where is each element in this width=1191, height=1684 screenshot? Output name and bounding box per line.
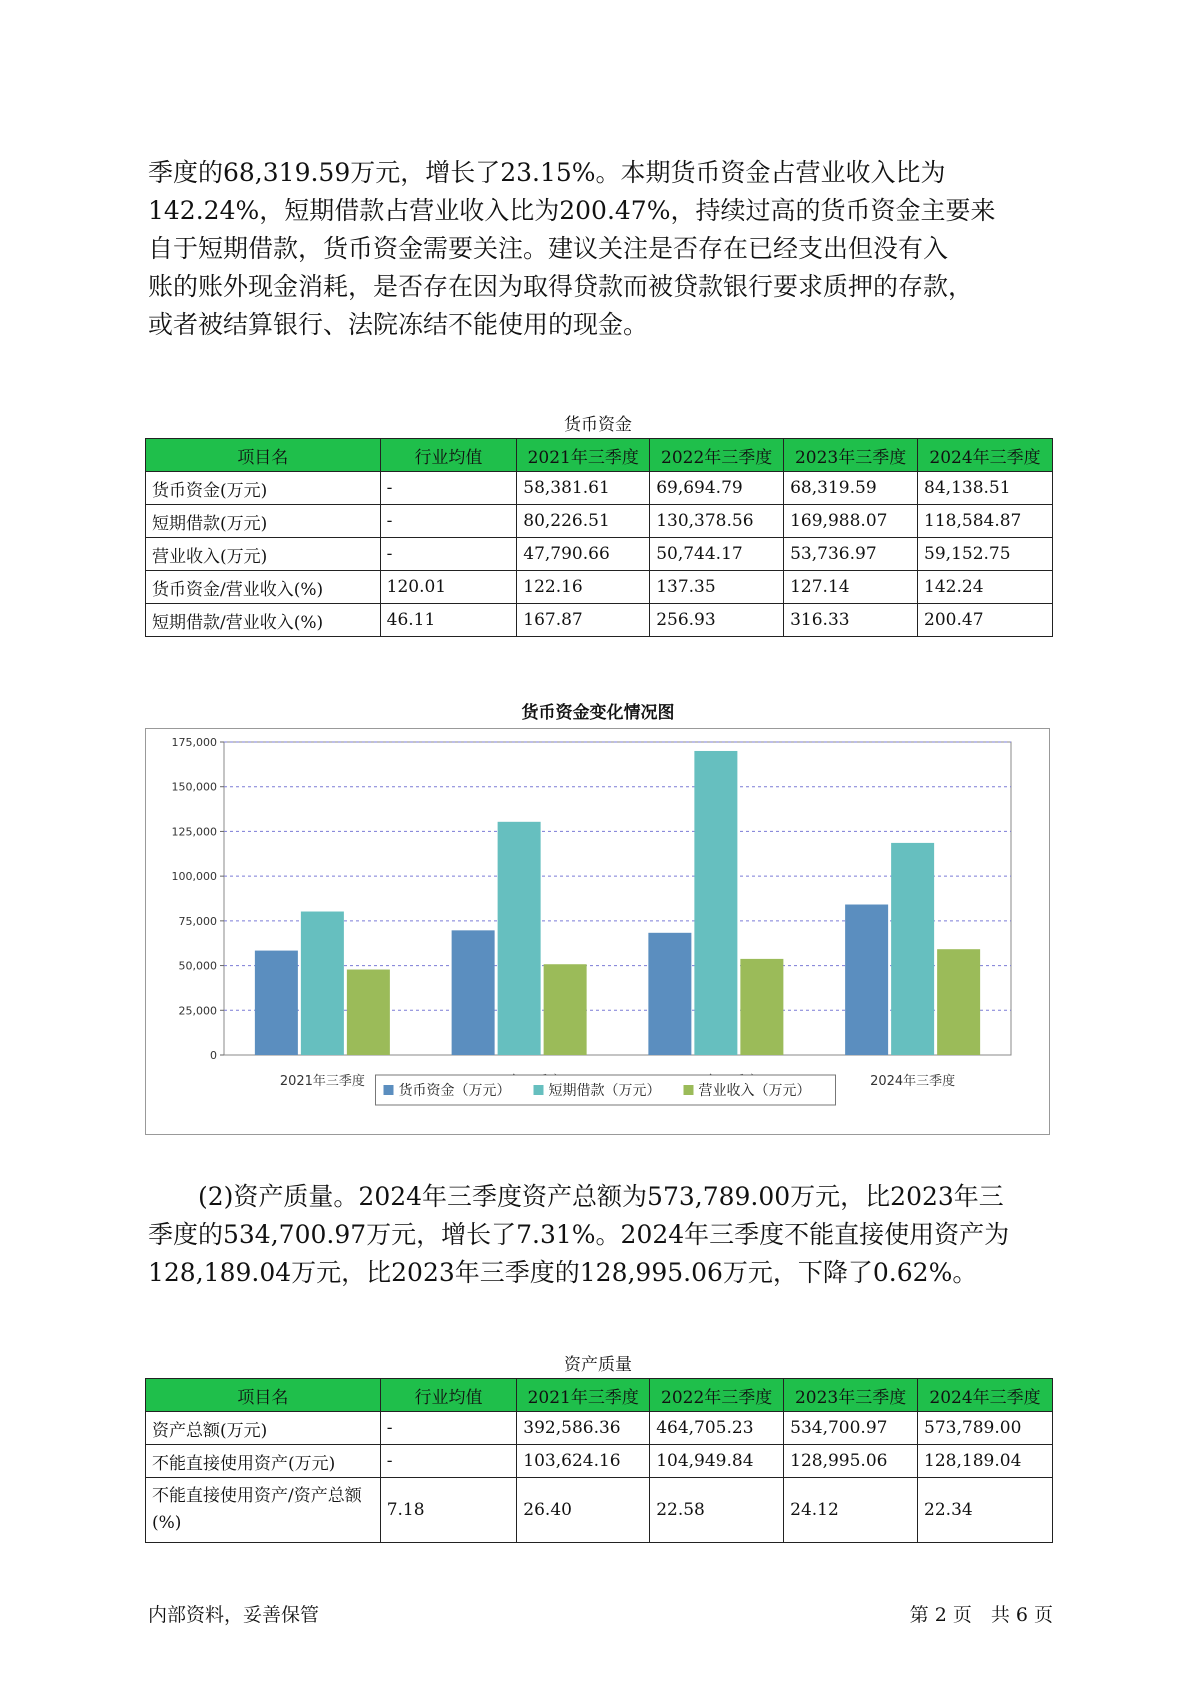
table-cell: -	[380, 1445, 517, 1478]
chart-title: 货币资金变化情况图	[521, 703, 675, 723]
bar	[740, 959, 783, 1055]
table-cell: 392,586.36	[517, 1412, 650, 1445]
footer-note: 内部资料，妥善保管	[148, 1604, 320, 1626]
table-cell: 50,744.17	[650, 538, 784, 571]
legend-label: 短期借款（万元）	[548, 1083, 661, 1099]
table-cell: 316.33	[784, 604, 918, 637]
table-header-row	[146, 439, 1053, 472]
table-row	[146, 538, 1053, 571]
header-cell: 行业均值	[380, 439, 517, 472]
table-cell: 24.12	[784, 1478, 918, 1543]
table-row	[146, 604, 1053, 637]
y-tick-label: 50,000	[178, 959, 217, 973]
table-cell: 127.14	[784, 571, 918, 604]
table-cell: 104,949.84	[650, 1445, 784, 1478]
y-tick-label: 150,000	[171, 780, 217, 794]
bar	[255, 951, 298, 1055]
asset-quality-paragraph	[148, 1178, 1048, 1292]
table-cell: 短期借款(万元)	[146, 505, 381, 538]
table-cell: 53,736.97	[784, 538, 918, 571]
bar	[301, 912, 344, 1055]
table-cell: 货币资金/营业收入(%)	[146, 571, 381, 604]
x-tick-label: 2024年三季度	[870, 1074, 956, 1089]
table-cell: 534,700.97	[784, 1412, 918, 1445]
table-cell: 47,790.66	[517, 538, 650, 571]
header-cell: 项目名	[146, 439, 381, 472]
y-tick-label: 175,000	[171, 736, 217, 749]
bar	[891, 843, 934, 1055]
table-cell: 22.58	[650, 1478, 784, 1543]
table-cell: 167.87	[517, 604, 650, 637]
legend-swatch	[684, 1085, 694, 1095]
bar	[937, 949, 980, 1055]
paragraph-line: 账的账外现金消耗，是否存在因为取得贷款而被贷款银行要求质押的存款，	[148, 272, 974, 301]
header-cell: 2022年三季度	[650, 439, 784, 472]
table-cell: 69,694.79	[650, 472, 784, 505]
legend-swatch	[384, 1085, 394, 1095]
paragraph-line: 142.24%，短期借款占营业收入比为200.47%，持续过高的货币资金主要来	[148, 196, 996, 225]
table-row	[146, 571, 1053, 604]
table-row	[146, 1478, 1053, 1543]
table-cell: 464,705.23	[650, 1412, 784, 1445]
table-cell: 130,378.56	[650, 505, 784, 538]
table-cell: 59,152.75	[918, 538, 1053, 571]
table-cell: 资产总额(万元)	[146, 1412, 381, 1445]
bar	[694, 751, 737, 1055]
table-cell: 46.11	[380, 604, 517, 637]
header-cell: 2021年三季度	[517, 1379, 650, 1412]
y-tick-label: 75,000	[178, 914, 217, 928]
paragraph-line: 128,189.04万元，比2023年三季度的128,995.06万元，下降了0.62%。	[148, 1258, 978, 1287]
asset-quality-table	[145, 1378, 1053, 1543]
cash-table	[145, 438, 1053, 637]
paragraph-line: 季度的68,319.59万元，增长了23.15%。本期货币资金占营业收入比为	[148, 158, 946, 187]
header-cell: 行业均值	[380, 1379, 517, 1412]
table-cell: -	[380, 1412, 517, 1445]
table-cell: 573,789.00	[918, 1412, 1053, 1445]
table-cell: 68,319.59	[784, 472, 918, 505]
bar	[648, 933, 691, 1055]
paragraph-line: (2)资产质量。2024年三季度资产总额为573,789.00万元，比2023年三	[198, 1182, 1004, 1211]
paragraph-line: 或者被结算银行、法院冻结不能使用的现金。	[148, 310, 649, 339]
table-cell: 不能直接使用资产/资产总额(%)	[146, 1478, 381, 1543]
bar	[544, 964, 587, 1055]
table-row	[146, 1445, 1053, 1478]
table-cell: 80,226.51	[517, 505, 650, 538]
header-cell: 2024年三季度	[918, 1379, 1053, 1412]
paragraph-line: 季度的534,700.97万元，增长了7.31%。2024年三季度不能直接使用资产为	[148, 1220, 1010, 1249]
bar	[845, 905, 888, 1055]
bar	[452, 930, 495, 1055]
intro-paragraph	[148, 154, 1048, 344]
y-tick-label: 125,000	[171, 825, 217, 839]
table-cell: 118,584.87	[918, 505, 1053, 538]
table-cell: 22.34	[918, 1478, 1053, 1543]
table-cell: 7.18	[380, 1478, 517, 1543]
header-cell: 2023年三季度	[784, 439, 918, 472]
table-cell: 货币资金(万元)	[146, 472, 381, 505]
table-caption-assets: 资产质量	[564, 1355, 632, 1375]
table-cell: 169,988.07	[784, 505, 918, 538]
x-tick-label: 2021年三季度	[279, 1074, 365, 1089]
table-cell: 58,381.61	[517, 472, 650, 505]
table-cell: 84,138.51	[918, 472, 1053, 505]
table-header-row	[146, 1379, 1053, 1412]
table-cell: 26.40	[517, 1478, 650, 1543]
legend-swatch	[534, 1085, 544, 1095]
y-tick-label: 100,000	[171, 870, 217, 884]
table-cell: 103,624.16	[517, 1445, 650, 1478]
table-caption-cash: 货币资金	[564, 415, 632, 435]
table-cell: 122.16	[517, 571, 650, 604]
table-row	[146, 505, 1053, 538]
header-cell: 2023年三季度	[784, 1379, 918, 1412]
header-cell: 2024年三季度	[918, 439, 1053, 472]
paragraph-line: 自于短期借款，货币资金需要关注。建议关注是否存在已经支出但没有入	[148, 234, 949, 263]
table-cell: -	[380, 472, 517, 505]
table-cell: 200.47	[918, 604, 1053, 637]
y-tick-label: 25,000	[178, 1004, 217, 1018]
table-cell: 不能直接使用资产(万元)	[146, 1445, 381, 1478]
table-cell: 短期借款/营业收入(%)	[146, 604, 381, 637]
table-cell: -	[380, 538, 517, 571]
table-cell: 120.01	[380, 571, 517, 604]
table-cell: 142.24	[918, 571, 1053, 604]
header-cell: 2021年三季度	[517, 439, 650, 472]
table-row	[146, 1412, 1053, 1445]
table-cell: 128,189.04	[918, 1445, 1053, 1478]
legend-label: 货币资金（万元）	[398, 1083, 511, 1099]
header-cell: 项目名	[146, 1379, 381, 1412]
table-cell: 128,995.06	[784, 1445, 918, 1478]
table-cell: 营业收入(万元)	[146, 538, 381, 571]
legend-label: 营业收入（万元）	[698, 1083, 811, 1099]
y-tick-label: 0	[210, 1049, 217, 1062]
header-cell: 2022年三季度	[650, 1379, 784, 1412]
table-cell: 137.35	[650, 571, 784, 604]
table-cell: 256.93	[650, 604, 784, 637]
table-row	[146, 472, 1053, 505]
bar	[347, 970, 390, 1055]
bar	[498, 822, 541, 1055]
table-cell: -	[380, 505, 517, 538]
cash-bar-chart	[145, 728, 1050, 1135]
page-number: 第 2 页 共 6 页	[909, 1604, 1053, 1626]
